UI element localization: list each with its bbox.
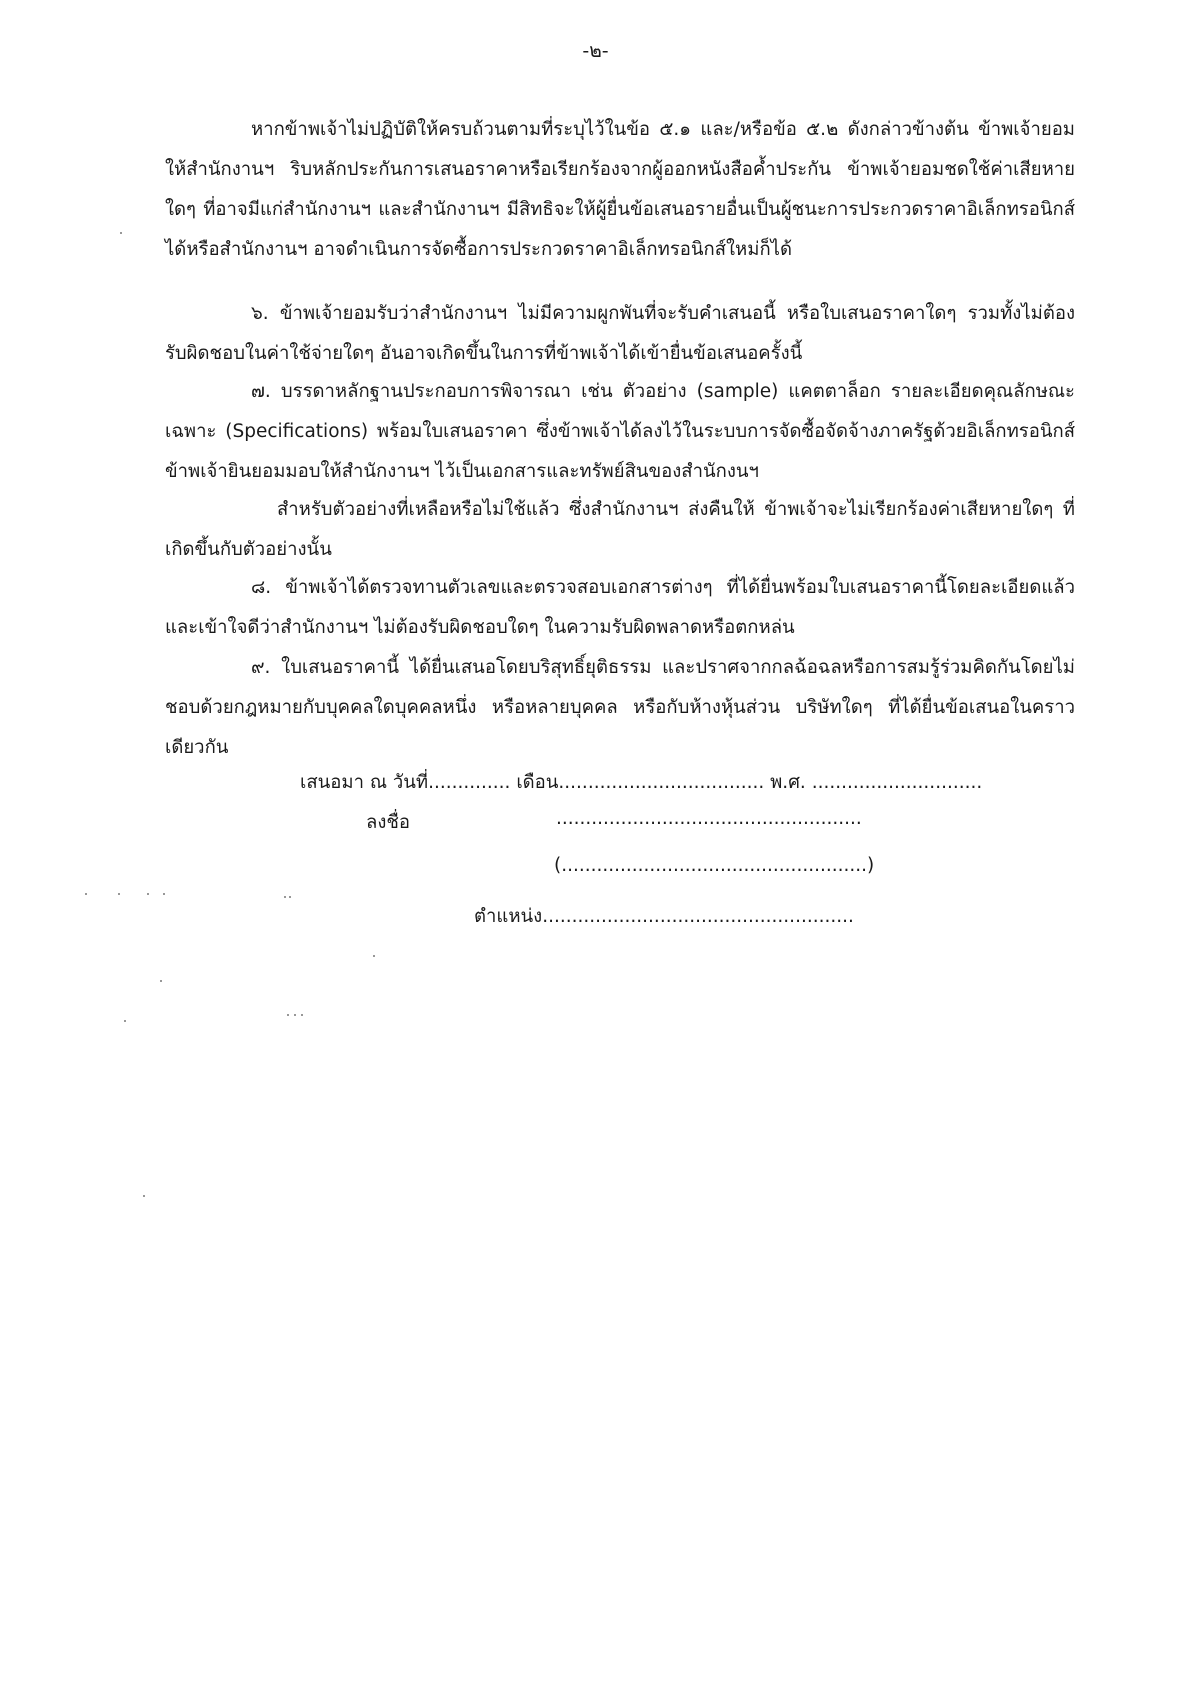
scan-speck bbox=[289, 896, 291, 898]
position-line: ตำแหน่ง..................................................... bbox=[474, 906, 854, 927]
paragraph-9: ๙. ใบเสนอราคานี้ ได้ยื่นเสนอโดยบริสุทธิ์ยุติธรรม และปราศจากกลฉ้อฉลหรือการสมรู้ร่วมคิดกันโดยไม่ชอบด้วยกฎหมายกับบุคคลใดบุคคลหนึ่ง หรือหลายบุคคล หรือกับห้างหุ้นส่วน บริษัทใดๆ ที่ได้ยื่นข้อเสนอในคราวเดียวกัน bbox=[165, 657, 1075, 758]
scan-speck bbox=[118, 893, 120, 895]
signature-label: ลงชื่อ bbox=[366, 812, 411, 833]
printed-name-line: (....................................................) bbox=[554, 855, 875, 876]
scan-speck bbox=[124, 1020, 126, 1022]
paragraph-5-continued: หากข้าพเจ้าไม่ปฏิบัติให้ครบถ้วนตามที่ระบุไว้ในข้อ ๕.๑ และ/หรือข้อ ๕.๒ ดังกล่าวข้างต้น ข้าพเจ้ายอมให้สำนักงานฯ ริบหลักประกันการเสนอราคาหรือเรียกร้องจากผู้ออกหนังสือค้ำประกัน ข้าพเจ้ายอมชดใช้ค่าเสียหายใดๆ ที่อาจมีแก่สำนักงานฯ และสำนักงานฯ มีสิทธิจะให้ผู้ยื่นข้อเสนอรายอื่นเป็นผู้ชนะการประกวดราคาอิเล็กทรอนิกส์ได้หรือสำนักงานฯ อาจดำเนินการจัดซื้อการประกวดราคาอิเล็กทรอนิกส์ใหม่ก็ได้ bbox=[165, 119, 1075, 260]
paragraph-6: ๖. ข้าพเจ้ายอมรับว่าสำนักงานฯ ไม่มีความผูกพันที่จะรับคำเสนอนี้ หรือใบเสนอราคาใดๆ รวมทั้งไม่ต้องรับผิดชอบในค่าใช้จ่ายใดๆ อันอาจเกิดขึ้นในการที่ข้าพเจ้าได้เข้ายื่นข้อเสนอครั้งนี้ bbox=[165, 303, 1075, 364]
scan-speck bbox=[373, 955, 375, 957]
scan-speck bbox=[85, 893, 87, 895]
scan-speck bbox=[163, 893, 165, 895]
scan-speck bbox=[287, 1014, 289, 1016]
paragraph-7-samples: สำหรับตัวอย่างที่เหลือหรือไม่ใช้แล้ว ซึ่งสำนักงานฯ ส่งคืนให้ ข้าพเจ้าจะไม่เรียกร้องค่าเสียหายใดๆ ที่เกิดขึ้นกับตัวอย่างนั้น bbox=[165, 499, 1075, 560]
date-line: เสนอมา ณ วันที่.............. เดือน................................... พ.ศ. ............................. bbox=[300, 772, 983, 793]
paragraph-7: ๗. บรรดาหลักฐานประกอบการพิจารณา เช่น ตัวอย่าง (sample) แคตตาล็อก รายละเอียดคุณลักษณะเฉพาะ (Specifications) พร้อมใบเสนอราคา ซึ่งข้าพเจ้าได้ลงไว้ในระบบการจัดซื้อจัดจ้างภาครัฐด้วยอิเล็กทรอนิกส์ ข้าพเจ้ายินยอมมอบให้สำนักงานฯ ไว้เป็นเอกสารและทรัพย์สินของสำนักงนฯ bbox=[165, 381, 1075, 482]
paragraph-8: ๘. ข้าพเจ้าได้ตรวจทานตัวเลขและตรวจสอบเอกสารต่างๆ ที่ได้ยื่นพร้อมใบเสนอราคานี้โดยละเอียดแล้ว และเข้าใจดีว่าสำนักงานฯ ไม่ต้องรับผิดชอบใดๆ ในความรับผิดพลาดหรือตกหล่น bbox=[165, 577, 1075, 638]
scan-speck bbox=[120, 232, 122, 234]
scan-speck bbox=[301, 1014, 303, 1016]
scan-speck bbox=[147, 893, 149, 895]
page-number: -๒- bbox=[582, 40, 609, 62]
scan-speck bbox=[143, 1195, 145, 1197]
signature-line: .................................................... bbox=[556, 808, 862, 829]
scan-speck bbox=[160, 980, 162, 982]
scan-speck bbox=[294, 1014, 296, 1016]
scan-speck bbox=[284, 896, 286, 898]
